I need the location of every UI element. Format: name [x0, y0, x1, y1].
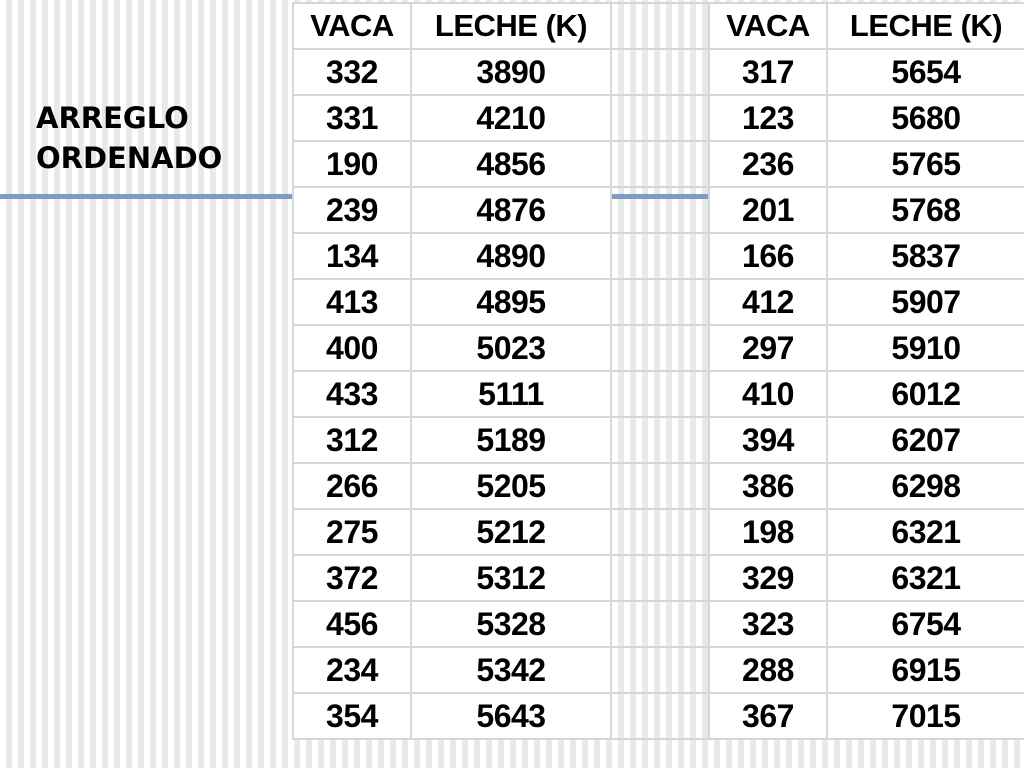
milk-yield-cell: 5765	[827, 141, 1024, 187]
cow-id-cell: 266	[293, 463, 411, 509]
cow-id-cell: 400	[293, 325, 411, 371]
cow-id-cell: 190	[293, 141, 411, 187]
cow-id-cell: 332	[293, 49, 411, 95]
cow-id-cell: 134	[293, 233, 411, 279]
table-row	[293, 141, 1024, 187]
milk-yield-cell: 5907	[827, 279, 1024, 325]
table-row	[293, 371, 1024, 417]
milk-yield-cell: 5342	[411, 647, 611, 693]
milk-yield-cell: 6915	[827, 647, 1024, 693]
milk-yield-cell: 4895	[411, 279, 611, 325]
milk-yield-cell: 6321	[827, 509, 1024, 555]
spacer-cell	[611, 371, 709, 417]
milk-yield-cell: 4856	[411, 141, 611, 187]
milk-yield-cell: 5023	[411, 325, 611, 371]
spacer-cell	[611, 233, 709, 279]
cow-id-cell: 367	[709, 693, 827, 739]
cow-id-cell: 412	[709, 279, 827, 325]
milk-yield-cell: 6321	[827, 555, 1024, 601]
spacer-cell	[611, 95, 709, 141]
table-row	[293, 233, 1024, 279]
column-spacer	[611, 3, 709, 49]
cow-id-cell: 329	[709, 555, 827, 601]
column-header-milk: LECHE (K)	[827, 3, 1024, 49]
table-row	[293, 555, 1024, 601]
milk-yield-cell: 5643	[411, 693, 611, 739]
cow-id-cell: 354	[293, 693, 411, 739]
milk-yield-cell: 6754	[827, 601, 1024, 647]
cow-id-cell: 198	[709, 509, 827, 555]
spacer-cell	[611, 187, 709, 233]
milk-yield-cell: 5910	[827, 325, 1024, 371]
spacer-cell	[611, 601, 709, 647]
table-row	[293, 279, 1024, 325]
cow-id-cell: 236	[709, 141, 827, 187]
milk-yield-cell: 5312	[411, 555, 611, 601]
milk-yield-cell: 6012	[827, 371, 1024, 417]
cow-id-cell: 433	[293, 371, 411, 417]
milk-yield-cell: 3890	[411, 49, 611, 95]
table-row	[293, 693, 1024, 739]
sorted-milk-table	[292, 2, 1024, 740]
cow-id-cell: 413	[293, 279, 411, 325]
cow-id-cell: 234	[293, 647, 411, 693]
spacer-cell	[611, 647, 709, 693]
spacer-cell	[611, 509, 709, 555]
cow-id-cell: 239	[293, 187, 411, 233]
milk-yield-cell: 5837	[827, 233, 1024, 279]
spacer-cell	[611, 49, 709, 95]
milk-yield-cell: 4890	[411, 233, 611, 279]
cow-id-cell: 275	[293, 509, 411, 555]
spacer-cell	[611, 141, 709, 187]
cow-id-cell: 372	[293, 555, 411, 601]
table-row	[293, 187, 1024, 233]
milk-yield-cell: 4210	[411, 95, 611, 141]
slide-title	[36, 98, 222, 178]
milk-yield-cell: 6207	[827, 417, 1024, 463]
table-row	[293, 49, 1024, 95]
milk-yield-cell: 4876	[411, 187, 611, 233]
cow-id-cell: 456	[293, 601, 411, 647]
milk-yield-cell: 5328	[411, 601, 611, 647]
table-row	[293, 417, 1024, 463]
cow-id-cell: 323	[709, 601, 827, 647]
table-row	[293, 647, 1024, 693]
cow-id-cell: 288	[709, 647, 827, 693]
milk-yield-cell: 5212	[411, 509, 611, 555]
slide-title-line-1: ARREGLO	[36, 101, 189, 135]
table-row	[293, 509, 1024, 555]
spacer-cell	[611, 693, 709, 739]
spacer-cell	[611, 555, 709, 601]
table-row	[293, 463, 1024, 509]
milk-yield-cell: 5111	[411, 371, 611, 417]
milk-yield-cell: 5205	[411, 463, 611, 509]
spacer-cell	[611, 325, 709, 371]
cow-id-cell: 410	[709, 371, 827, 417]
table-row	[293, 601, 1024, 647]
cow-id-cell: 123	[709, 95, 827, 141]
milk-yield-cell: 5768	[827, 187, 1024, 233]
spacer-cell	[611, 463, 709, 509]
spacer-cell	[611, 279, 709, 325]
cow-id-cell: 317	[709, 49, 827, 95]
table-body	[293, 49, 1024, 739]
header-row	[293, 3, 1024, 49]
cow-id-cell: 331	[293, 95, 411, 141]
table-row	[293, 325, 1024, 371]
cow-id-cell: 312	[293, 417, 411, 463]
milk-yield-cell: 5654	[827, 49, 1024, 95]
milk-yield-cell: 7015	[827, 693, 1024, 739]
cow-id-cell: 297	[709, 325, 827, 371]
cow-id-cell: 201	[709, 187, 827, 233]
slide-title-line-2: ORDENADO	[36, 141, 223, 175]
spacer-cell	[611, 417, 709, 463]
cow-id-cell: 166	[709, 233, 827, 279]
cow-id-cell: 394	[709, 417, 827, 463]
column-header-cow: VACA	[709, 3, 827, 49]
milk-yield-cell: 5680	[827, 95, 1024, 141]
column-header-cow: VACA	[293, 3, 411, 49]
milk-yield-cell: 6298	[827, 463, 1024, 509]
column-header-milk: LECHE (K)	[411, 3, 611, 49]
table-row	[293, 95, 1024, 141]
milk-yield-cell: 5189	[411, 417, 611, 463]
cow-id-cell: 386	[709, 463, 827, 509]
